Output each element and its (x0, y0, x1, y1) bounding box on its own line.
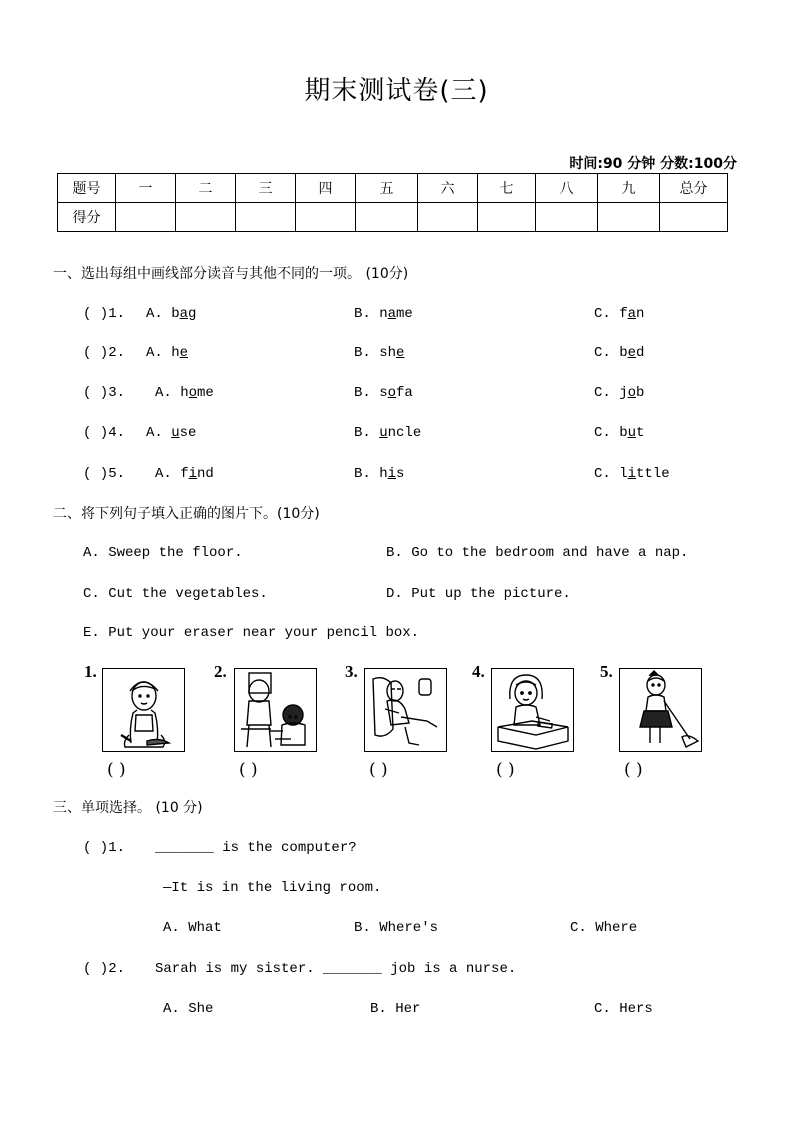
underlined-letter: o (627, 385, 637, 401)
girl-at-desk-icon (492, 669, 573, 751)
score-cell[interactable] (660, 203, 728, 232)
underlined-letter: e (396, 345, 405, 361)
word-post: me (396, 306, 413, 322)
word-post: ttle (636, 466, 670, 482)
man-napping-in-chair-picture (364, 668, 447, 752)
score-cell[interactable] (296, 203, 356, 232)
option-c[interactable] (594, 385, 644, 401)
word-post: s (396, 466, 405, 482)
option-label: C. (594, 466, 611, 482)
answer-blank[interactable]: ( ) (107, 760, 126, 780)
man-napping-in-chair-icon (365, 669, 446, 751)
word-pre: b (619, 425, 628, 441)
underlined-letter: a (179, 306, 189, 322)
score-cell[interactable] (116, 203, 176, 232)
picture-number: 4. (472, 662, 485, 681)
underlined-letter: e (627, 345, 637, 361)
sentence-option-e: E. Put your eraser near your pencil box. (83, 625, 420, 641)
sentence-option-b: B. Go to the bedroom and have a nap. (386, 545, 689, 561)
option-b[interactable] (354, 345, 404, 361)
score-table-header-row (58, 174, 728, 203)
option-label: B. (354, 306, 371, 322)
word-pre: h (171, 345, 180, 361)
header-cell: 八 (536, 174, 598, 203)
option-a[interactable] (146, 306, 196, 322)
option-label: C. (594, 385, 611, 401)
option-label: B. (354, 345, 371, 361)
girl-sweeping-floor-icon (620, 669, 701, 751)
underlined-letter: i (627, 466, 637, 482)
word-pre: h (379, 466, 388, 482)
answer-blank[interactable]: ( ) (624, 760, 643, 780)
option-label: A. (146, 425, 163, 441)
option-b[interactable]: B. Her (370, 1001, 421, 1017)
option-label: C. (594, 425, 611, 441)
word-pre: n (379, 306, 388, 322)
header-cell: 二 (176, 174, 236, 203)
header-cell: 一 (116, 174, 176, 203)
underlined-letter: i (387, 466, 397, 482)
header-cell: 七 (478, 174, 536, 203)
question-stem: Sarah is my sister. _______ job is a nurse. (155, 961, 517, 977)
option-a[interactable]: A. What (163, 920, 222, 936)
girl-cutting-vegetables-picture (102, 668, 185, 752)
option-label: A. (146, 345, 163, 361)
option-a[interactable] (146, 345, 188, 361)
option-label: A. (155, 466, 172, 482)
underlined-letter: i (188, 466, 198, 482)
word-post: n (636, 306, 645, 322)
section-2-heading: 二、将下列句子填入正确的图片下。(10分) (53, 506, 320, 522)
section-3-heading: 三、单项选择。 (10 分) (53, 800, 203, 816)
sentence-option-c: C. Cut the vegetables. (83, 586, 268, 602)
score-table (57, 173, 728, 232)
option-label: A. (146, 306, 163, 322)
question-stem: _______ is the computer? (155, 840, 357, 856)
girl-sweeping-floor-picture (619, 668, 702, 752)
header-cell: 总分 (660, 174, 728, 203)
word-post: b (636, 385, 645, 401)
boy-and-girl-hanging-picture-picture (234, 668, 317, 752)
girl-cutting-vegetables-icon (103, 669, 184, 751)
score-cell[interactable] (418, 203, 478, 232)
header-cell: 四 (296, 174, 356, 203)
option-label: C. (594, 345, 611, 361)
picture-number: 3. (345, 662, 358, 681)
score-cell[interactable] (356, 203, 418, 232)
word-pre: h (180, 385, 189, 401)
score-cell[interactable] (598, 203, 660, 232)
header-cell: 三 (236, 174, 296, 203)
underlined-letter: a (627, 306, 637, 322)
option-c[interactable] (594, 306, 644, 322)
underlined-letter: u (627, 425, 637, 441)
word-post: se (179, 425, 197, 441)
question-number[interactable]: ( )2. (83, 345, 126, 361)
option-c[interactable] (594, 466, 670, 482)
option-a[interactable] (155, 385, 214, 401)
option-b[interactable] (354, 385, 413, 401)
underlined-letter: e (179, 345, 189, 361)
option-b[interactable] (354, 306, 413, 322)
option-b[interactable] (354, 466, 404, 482)
exam-meta: 时间:90 分钟 分数:100分 (569, 156, 737, 172)
boy-and-girl-hanging-picture-icon (235, 669, 316, 751)
word-pre: sh (379, 345, 397, 361)
picture-number: 5. (600, 662, 613, 681)
underlined-letter: u (171, 425, 180, 441)
word-pre: l (619, 466, 628, 482)
option-a[interactable] (146, 425, 196, 441)
word-post: nd (197, 466, 214, 482)
underlined-letter: u (379, 425, 388, 441)
question-number[interactable]: ( )2. (83, 961, 126, 977)
score-cell[interactable] (536, 203, 598, 232)
question-number[interactable]: ( )1. (83, 840, 126, 856)
word-post: d (636, 345, 645, 361)
header-cell: 九 (598, 174, 660, 203)
option-c[interactable] (594, 345, 644, 361)
question-number[interactable]: ( )1. (83, 306, 126, 322)
picture-number: 1. (84, 662, 97, 681)
option-label: B. (354, 466, 371, 482)
option-label: A. (155, 385, 172, 401)
word-post: fa (396, 385, 413, 401)
underlined-letter: o (387, 385, 397, 401)
option-a[interactable]: A. She (163, 1001, 214, 1017)
underlined-letter: a (387, 306, 397, 322)
word-post: me (197, 385, 214, 401)
answer-line: —It is in the living room. (163, 880, 382, 896)
word-post: g (188, 306, 197, 322)
word-pre: j (619, 385, 628, 401)
section-1-heading: 一、选出每组中画线部分读音与其他不同的一项。 (10分) (53, 266, 409, 282)
question-number[interactable]: ( )4. (83, 425, 126, 441)
option-label: B. (354, 425, 371, 441)
word-pre: f (180, 466, 189, 482)
sentence-option-d: D. Put up the picture. (386, 586, 571, 602)
answer-blank[interactable]: ( ) (239, 760, 258, 780)
page-title: 期末测试卷(三) (304, 76, 489, 106)
answer-blank[interactable]: ( ) (369, 760, 388, 780)
option-a[interactable] (155, 466, 214, 482)
word-pre: b (171, 306, 180, 322)
option-c[interactable]: C. Hers (594, 1001, 653, 1017)
answer-blank[interactable]: ( ) (496, 760, 515, 780)
underlined-letter: o (188, 385, 198, 401)
score-cell[interactable] (176, 203, 236, 232)
word-post: t (636, 425, 645, 441)
option-c[interactable]: C. Where (570, 920, 638, 936)
score-table-score-row (58, 203, 728, 232)
option-b[interactable] (354, 425, 421, 441)
option-label: C. (594, 306, 611, 322)
header-cell: 六 (418, 174, 478, 203)
sentence-option-a: A. Sweep the floor. (83, 545, 243, 561)
word-pre: b (619, 345, 628, 361)
question-number[interactable]: ( )5. (83, 466, 126, 482)
picture-number: 2. (214, 662, 227, 681)
score-cell[interactable] (236, 203, 296, 232)
word-pre: f (619, 306, 628, 322)
option-c[interactable] (594, 425, 644, 441)
word-post: ncle (387, 425, 422, 441)
question-number[interactable]: ( )3. (83, 385, 126, 401)
option-b[interactable]: B. Where's (354, 920, 439, 936)
header-cell: 题号 (58, 174, 116, 203)
header-cell: 五 (356, 174, 418, 203)
girl-at-desk-picture (491, 668, 574, 752)
score-row-label: 得分 (58, 203, 116, 232)
word-pre: s (379, 385, 388, 401)
option-label: B. (354, 385, 371, 401)
score-cell[interactable] (478, 203, 536, 232)
